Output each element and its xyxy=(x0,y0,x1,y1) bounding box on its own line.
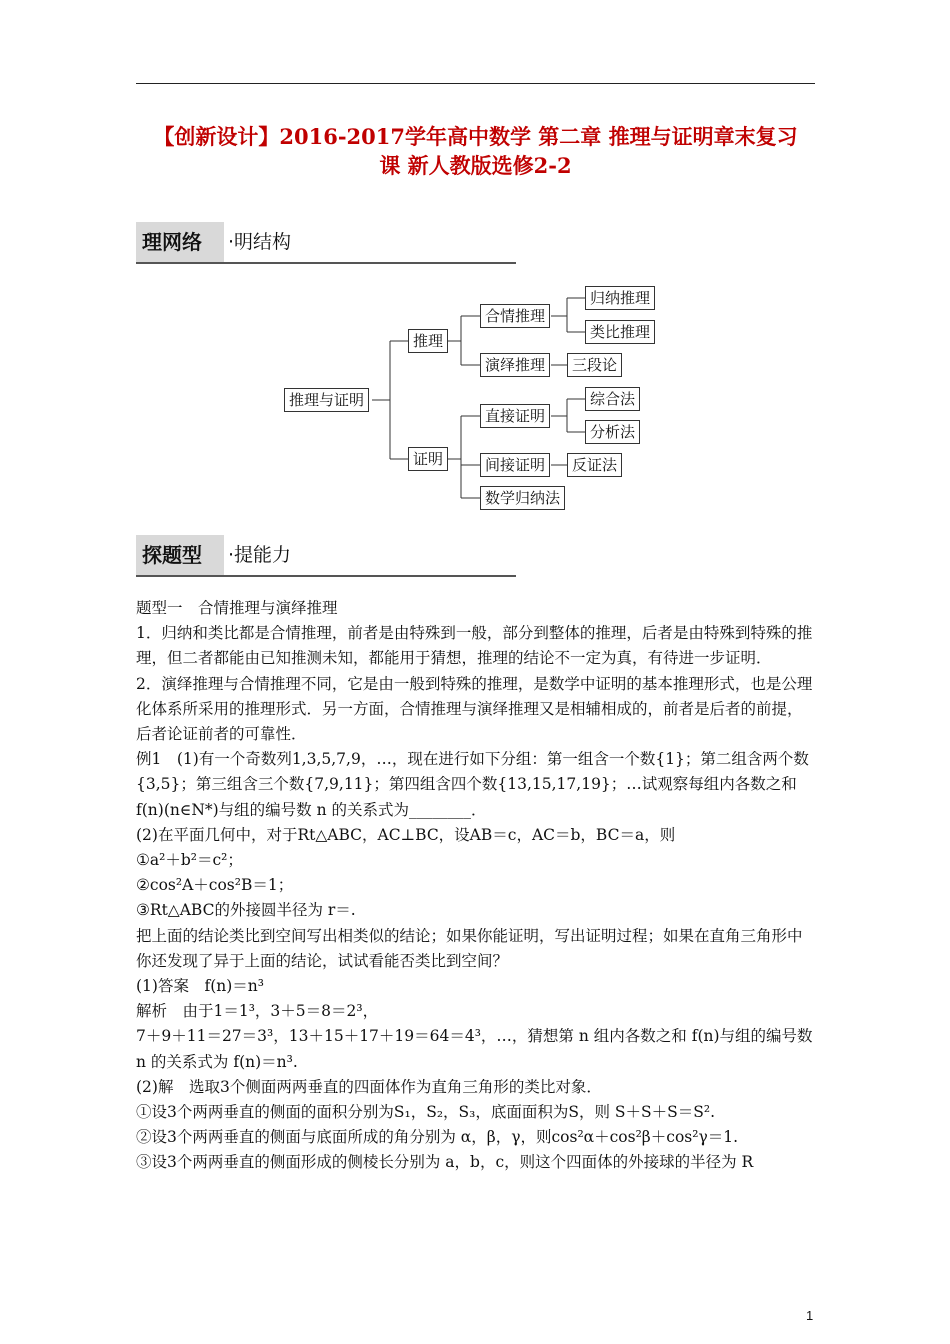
section-rule xyxy=(136,575,516,577)
solution-item-2: ②设3个两两垂直的侧面与底面所成的角分别为 α，β，γ，则cos²α＋cos²β＋cos²γ＝1. xyxy=(136,1128,739,1147)
node-proof: 证明 xyxy=(408,447,448,471)
node-proof-by-contradiction: 反证法 xyxy=(567,453,622,477)
problem-type-heading: 题型一 合情推理与演绎推理 xyxy=(136,599,338,617)
section-rule xyxy=(136,262,516,264)
title-line-2: 课 新人教版选修2-2 xyxy=(379,153,572,178)
node-indirect-proof: 间接证明 xyxy=(480,453,550,477)
node-syllogism: 三段论 xyxy=(567,353,622,377)
document-title xyxy=(136,122,815,180)
section-subtitle: ·提能力 xyxy=(228,544,292,566)
node-reasoning: 推理 xyxy=(408,329,448,353)
node-analytic-method: 分析法 xyxy=(585,420,640,444)
section-tab: 理网络 xyxy=(136,222,224,262)
node-analogical-reasoning: 类比推理 xyxy=(585,320,655,344)
page-number: 1 xyxy=(806,1308,814,1323)
section-header-structure xyxy=(136,222,516,264)
paragraph: 2．演绎推理与合情推理不同，它是由一般到特殊的推理，是数学中证明的基本推理形式，也是公理化体系所采用的推理形式．另一方面，合情推理与演绎推理又是相辅相成的，前者是后者的前提，后者论证前者的可靠性． xyxy=(136,674,813,744)
node-synthetic-method: 综合法 xyxy=(585,387,640,411)
answer: (1)答案 f(n)＝n³ xyxy=(136,977,264,996)
solution-item-3: ③设3个两两垂直的侧面形成的侧棱长分别为 a，b，c，则这个四面体的外接球的半径为 R xyxy=(136,1153,754,1172)
node-plausible-reasoning: 合情推理 xyxy=(480,304,550,328)
node-mathematical-induction: 数学归纳法 xyxy=(480,486,565,510)
title-line-1: 【创新设计】2016-2017学年高中数学 第二章 推理与证明章末复习 xyxy=(153,124,798,149)
example-1-part-2: (2)在平面几何中，对于Rt△ABC，AC⊥BC，设AB＝c，AC＝b，BC＝a，则 xyxy=(136,825,676,844)
node-inductive-reasoning: 归纳推理 xyxy=(585,286,655,310)
solution-item-1: ①设3个两两垂直的侧面的面积分别为S₁，S₂，S₃，底面面积为S，则 S＋S＋S＝S². xyxy=(136,1103,716,1122)
solution-intro: (2)解 选取3个侧面两两垂直的四面体作为直角三角形的类比对象． xyxy=(136,1077,602,1096)
example-1-task: 把上面的结论类比到空间写出相类似的结论；如果你能证明，写出证明过程；如果在直角三角形中你还发现了异于上面的结论，试试看能否类比到空间？ xyxy=(136,926,803,970)
paragraph: 1．归纳和类比都是合情推理，前者是由特殊到一般，部分到整体的推理，后者是由特殊到特殊的推理，但二者都能由已知推测未知，都能用于猜想，推理的结论不一定为真，有待进一步证明． xyxy=(136,624,813,668)
analysis-line-1: 解析 由于1＝1³，3＋5＝8＝2³， xyxy=(136,1002,379,1021)
node-reasoning-and-proof: 推理与证明 xyxy=(284,388,369,412)
section-tab: 探题型 xyxy=(136,535,224,575)
body-text xyxy=(136,596,816,1176)
condition-1: ①a²＋b²＝c²； xyxy=(136,851,243,870)
example-1-part-1: 例1 (1)有一个奇数列1,3,5,7,9，…，现在进行如下分组：第一组含一个数{1}；第二组含两个数{3,5}；第三组含三个数{7,9,11}；第四组含四个数{13,15,17,19}；…试观察每组内各数之和 f(n)(n∈N*)与组的编号数 n 的关系式为________． xyxy=(136,750,809,819)
node-deductive-reasoning: 演绎推理 xyxy=(480,353,550,377)
node-direct-proof: 直接证明 xyxy=(480,404,550,428)
top-rule xyxy=(136,83,815,84)
analysis-line-2: 7＋9＋11＝27＝3³，13＋15＋17＋19＝64＝4³，…，猜想第 n 组内各数之和 f(n)与组的编号数 n 的关系式为 f(n)＝n³. xyxy=(136,1027,813,1071)
section-subtitle: ·明结构 xyxy=(228,231,292,253)
section-header-problems xyxy=(136,535,516,577)
condition-3: ③Rt△ABC的外接圆半径为 r＝. xyxy=(136,901,356,920)
condition-2: ②cos²A＋cos²B＝1； xyxy=(136,876,294,895)
